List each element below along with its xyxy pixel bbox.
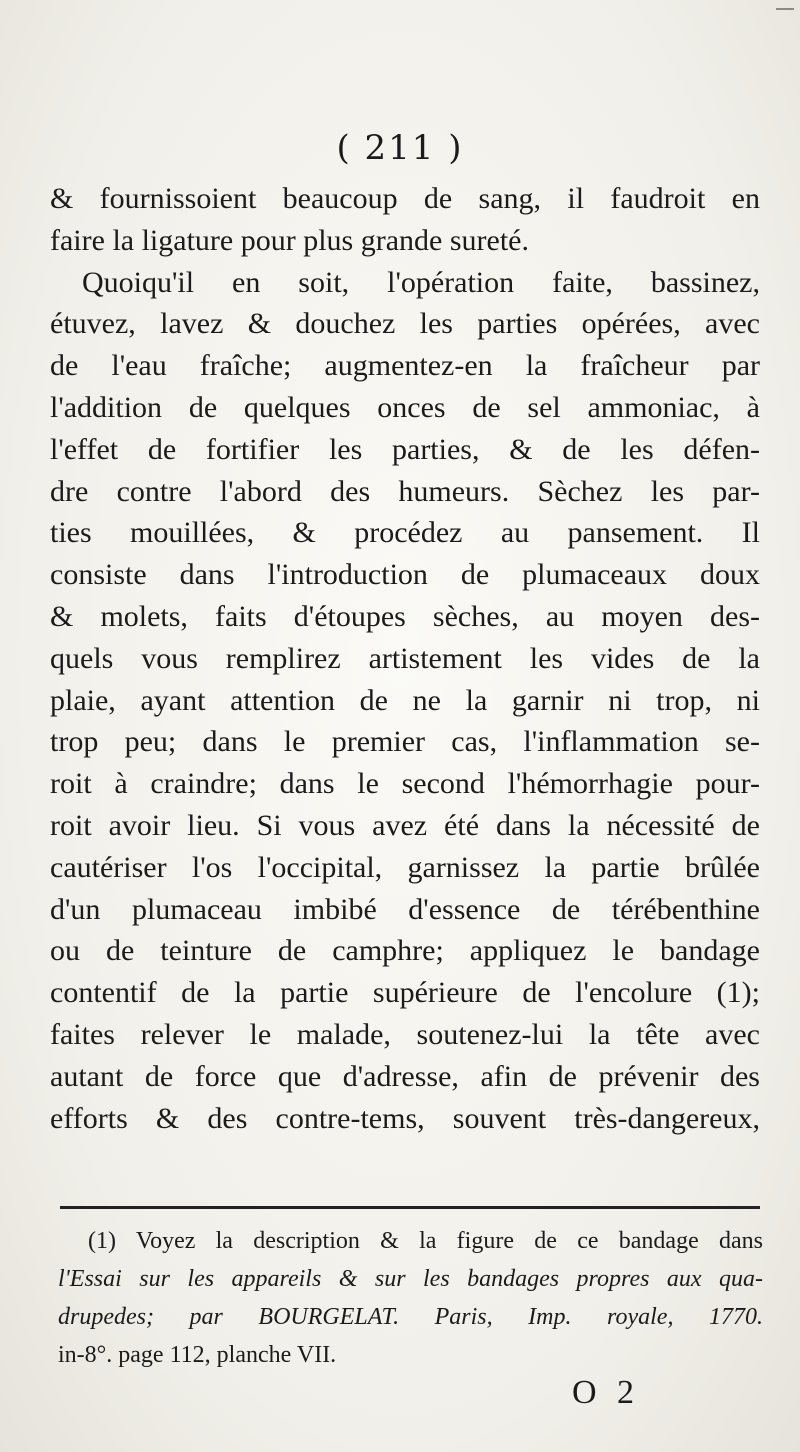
edge-mark <box>776 8 794 10</box>
text-line: d'un plumaceau imbibé d'essence de térébenthine <box>50 892 760 926</box>
footnote-line: (1) Voyez la description & la figure de ce bandage dans <box>88 1228 763 1254</box>
signature-mark: O 2 <box>571 1374 640 1411</box>
text-line: roit avoir lieu. Si vous avez été dans la nécessité de <box>50 808 760 842</box>
text-line: ou de teinture de camphre; appliquez le bandage <box>50 934 760 968</box>
text-line: quels vous remplirez artistement les vides de la <box>50 641 760 675</box>
footnote-line: in-8°. page 112, planche VII. <box>58 1342 337 1368</box>
text-line: autant de force que d'adresse, afin de prévenir des <box>50 1059 760 1093</box>
page-number: ( 211 ) <box>336 128 464 168</box>
text-line: plaie, ayant attention de ne la garnir ni trop, ni <box>50 683 760 717</box>
text-line: & molets, faits d'étoupes sèches, au moyen des- <box>50 599 760 633</box>
body-text <box>50 178 760 1139</box>
text-line: étuvez, lavez & douchez les parties opérées, avec <box>50 307 760 341</box>
text-line: trop peu; dans le premier cas, l'inflammation se- <box>50 725 760 759</box>
text-line: faire la ligature pour plus grande sureté. <box>50 223 529 257</box>
text-line: l'addition de quelques onces de sel ammoniac, à <box>50 390 760 424</box>
text-line: dre contre l'abord des humeurs. Sèchez les par- <box>50 474 760 508</box>
text-line: roit à craindre; dans le second l'hémorrhagie pour- <box>50 767 760 801</box>
footnote-line: l'Essai sur les appareils & sur les bandages propres aux qua- <box>58 1266 763 1292</box>
footnote <box>58 1222 763 1374</box>
footnote-line: drupedes; par BOURGELAT. Paris, Imp. royale, 1770. <box>58 1304 763 1330</box>
text-line: ties mouillées, & procédez au pansement. Il <box>50 516 760 550</box>
footnote-rule <box>60 1206 760 1209</box>
text-line: l'effet de fortifier les parties, & de les défen- <box>50 432 760 466</box>
text-line: faites relever le malade, soutenez-lui la tête avec <box>50 1017 760 1051</box>
text-line: consiste dans l'introduction de plumaceaux doux <box>50 558 760 592</box>
text-line: Quoiqu'il en soit, l'opération faite, bassinez, <box>82 265 760 299</box>
text-line: cautériser l'os l'occipital, garnissez la partie brûlée <box>50 850 760 884</box>
text-line: de l'eau fraîche; augmentez-en la fraîcheur par <box>50 349 760 383</box>
text-line: contentif de la partie supérieure de l'encolure (1); <box>50 976 760 1010</box>
text-line: & fournissoient beaucoup de sang, il faudroit en <box>50 182 760 215</box>
text-line: efforts & des contre-tems, souvent très-dangereux, <box>50 1101 760 1135</box>
